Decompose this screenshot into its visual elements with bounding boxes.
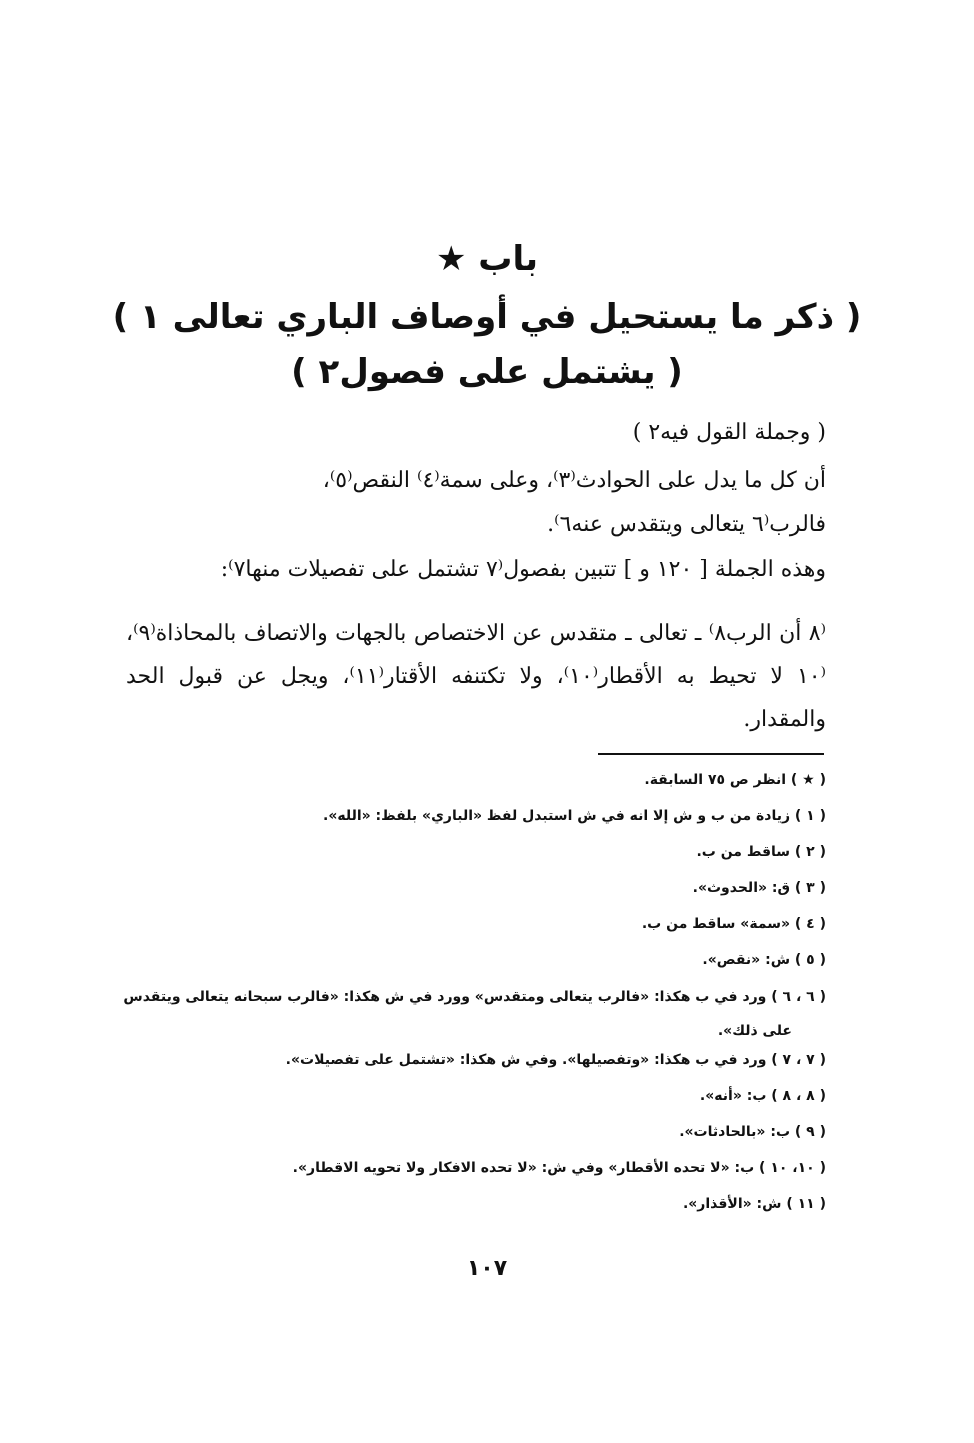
footnote-6: ( ٦ ، ٦ ) ورد في ب هكذا: «فالرب يتعالى ومتقدس» وورد في ش هكذا: «فالرب سبحانه يتعالى ويتقدس على ذلك». bbox=[123, 989, 826, 1039]
body-paragraph: ⁽٨ أن الرب٨⁾ ـ تعالى ـ متقدس عن الاختصاص بالجهات والاتصاف بالمحاذاة⁽٩⁾، ⁽١٠ لا تحيط به الأقطار⁽١٠⁾، ولا تكتنفه الأقتار⁽١١⁾، ويجل عن قبول الحد والمقدار. bbox=[126, 621, 827, 732]
body-line-4: وهذه الجملة [ ١٢٠ و ] تتبين بفصول⁽٧ تشتمل على تفصيلات منها٧⁾: bbox=[220, 557, 826, 582]
footnote-2: ( ٢ ) ساقط من ب. bbox=[696, 844, 826, 860]
footnote-10: ( ١٠، ١٠ ) ب: «لا تحده الأقطار» وفي ش: «لا تحده الافكار ولا تحويه الاقطار». bbox=[292, 1160, 826, 1176]
footnote-star: ( ★ ) انظر ص ٧٥ السابقة. bbox=[644, 772, 826, 788]
footnote-7: ( ٧ ، ٧ ) ورد في ب هكذا: «وتفصيلها». وفي ش هكذا: «تشتمل على تفصيلات». bbox=[285, 1052, 826, 1068]
chapter-heading-bab: باب ★ bbox=[435, 239, 539, 279]
footnote-separator bbox=[598, 753, 824, 755]
footnotes bbox=[106, 770, 826, 1230]
chapter-title: ( ذكر ما يستحيل في أوصاف الباري تعالى ١ ) bbox=[112, 297, 862, 337]
footnote-11: ( ١١ ) ش: «الأقذار». bbox=[682, 1196, 826, 1212]
body-line-2: أن كل ما يدل على الحوادث⁽٣⁾، وعلى سمة⁽٤⁾ النقص⁽٥⁾، bbox=[322, 468, 826, 493]
body-line-intro: ( وجملة القول فيه٢ ) bbox=[632, 420, 826, 445]
body-line-3: فالرب⁽٦ يتعالى ويتقدس عنه٦⁾. bbox=[547, 512, 826, 537]
footnote-9: ( ٩ ) ب: «بالحادثات». bbox=[679, 1124, 826, 1140]
footnote-3: ( ٣ ) ق: «الحدوث». bbox=[692, 880, 826, 896]
footnote-5: ( ٥ ) ش: «نقص». bbox=[702, 952, 826, 968]
footnote-1: ( ١ ) زيادة من ب و ش إلا انه في ش استبدل لفظ «الباري» بلفظ: «الله». bbox=[323, 808, 826, 824]
footnote-8: ( ٨ ، ٨ ) ب: «أنه». bbox=[699, 1088, 826, 1104]
page-number: ١٠٧ bbox=[466, 1256, 508, 1281]
footnote-4: ( ٤ ) «سمة» ساقط من ب. bbox=[641, 916, 826, 932]
chapter-subtitle: ( يشتمل على فصول٢ ) bbox=[291, 352, 683, 392]
